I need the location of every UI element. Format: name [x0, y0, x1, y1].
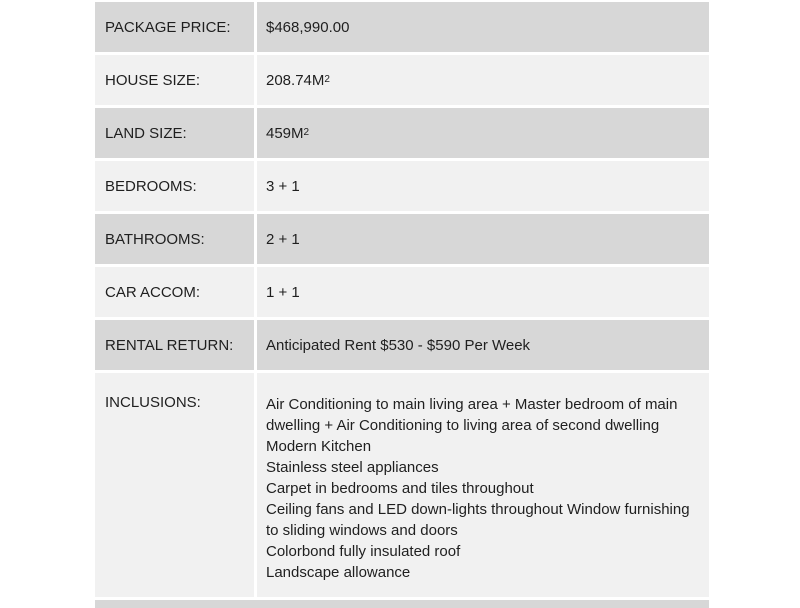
- table-row-land-size: [95, 108, 709, 161]
- row-value: 459M 2: [266, 124, 310, 142]
- inclusion-item: Colorbond fully insulated roof: [266, 543, 461, 560]
- inclusion-item: Carpet in bedrooms and tiles throughout: [266, 480, 534, 497]
- inclusion-item: Modern Kitchen: [266, 438, 372, 455]
- inclusion-item: Air Conditioning to main living area + Master bedroom of main dwelling + Air Conditioning to living area of second dwelling: [266, 396, 678, 434]
- table-row-car-accom: [95, 267, 709, 320]
- inclusion-item: Stainless steel appliances: [266, 459, 439, 476]
- row-label: LAND SIZE:: [95, 108, 257, 158]
- table-footer-strip: [95, 600, 709, 608]
- row-label: PACKAGE PRICE:: [95, 2, 257, 52]
- row-label: RENTAL RETURN:: [95, 320, 257, 370]
- table-row-house-size: [95, 55, 709, 108]
- land-size-value: 459M: [266, 124, 304, 142]
- row-value: 3 + 1: [266, 177, 300, 195]
- row-label: BEDROOMS:: [95, 161, 257, 211]
- property-spec-table: [95, 2, 709, 608]
- row-value: 2 + 1: [266, 230, 300, 248]
- inclusion-item: Landscape allowance: [266, 564, 411, 581]
- table-row-inclusions: [95, 373, 709, 600]
- row-label: HOUSE SIZE:: [95, 55, 257, 105]
- house-size-value: 208.74M: [266, 71, 325, 89]
- row-label: CAR ACCOM:: [95, 267, 257, 317]
- table-row-bedrooms: [95, 161, 709, 214]
- row-value: [257, 373, 709, 597]
- row-label: INCLUSIONS:: [95, 373, 257, 597]
- row-value: 1 + 1: [266, 283, 300, 301]
- row-label: BATHROOMS:: [95, 214, 257, 264]
- table-row-package-price: [95, 2, 709, 55]
- table-row-bathrooms: [95, 214, 709, 267]
- table-row-rental-return: [95, 320, 709, 373]
- inclusion-item: Ceiling fans and LED down-lights throughout Window furnishing to sliding windows and doors: [266, 501, 690, 539]
- row-value: 208.74M 2: [266, 71, 330, 89]
- row-value: $468,990.00: [266, 18, 350, 36]
- row-value: Anticipated Rent $530 - $590 Per Week: [266, 336, 531, 354]
